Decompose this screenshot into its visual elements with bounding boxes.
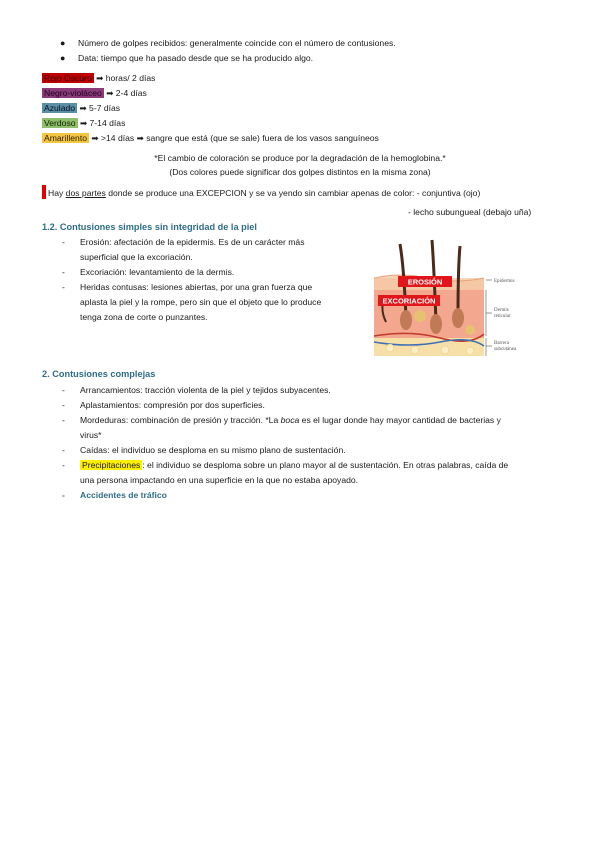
color-row-amarillento xyxy=(42,132,379,144)
fat-cell xyxy=(386,344,394,352)
dash-icon: - xyxy=(62,237,65,247)
fat-cell xyxy=(441,346,449,354)
section-title-complejas: 2. Contusiones complejas xyxy=(42,369,156,379)
arrow-icon: ➡ xyxy=(79,103,87,113)
dash-icon: - xyxy=(62,490,65,500)
color-label: Amarillento xyxy=(44,133,87,143)
list-item: Aplastamientos: compresión por dos superficies. xyxy=(80,400,265,410)
dash-icon: - xyxy=(62,385,65,395)
arrow-icon: ➡ xyxy=(136,133,144,143)
color-label: Negro-violáceo xyxy=(44,88,102,98)
color-label: Rojo Oscuro xyxy=(44,73,92,83)
follicle xyxy=(400,310,412,330)
color-row-rojo xyxy=(42,72,155,84)
color-duration: 2-4 días xyxy=(115,88,147,98)
bullet-text: Data: tiempo que ha pasado desde que se ha producido algo. xyxy=(78,53,314,63)
list-item: Heridas contusas: lesiones abiertas, por una gran fuerza que xyxy=(80,282,313,292)
note-hemoglobina: *El cambio de coloración se produce por la degradación de la hemoglobina.* xyxy=(154,153,446,163)
color-duration: 7-14 días xyxy=(89,118,126,128)
mordeduras-emphasis: boca xyxy=(280,415,300,425)
bullet-text: Número de golpes recibidos: generalmente coincide con el número de contusiones. xyxy=(78,38,396,48)
red-marker xyxy=(42,185,46,199)
side-label-barrera-2: subcutánea xyxy=(494,347,517,352)
excoriacion-label: EXCORIACIÓN xyxy=(382,296,436,306)
note-dos-colores: (Dos colores puede significar dos golpes distintos en la misma zona) xyxy=(169,167,431,177)
list-item: Caídas: el individuo se desploma en su mismo plano de sustentación. xyxy=(80,445,346,455)
list-item: una persona impactando en una superficie en la que no estaba apoyado. xyxy=(80,475,359,485)
follicle xyxy=(452,308,464,328)
mordeduras-text: Mordeduras: combinación de presión y tracción. *La xyxy=(80,415,281,425)
bullet-icon: ● xyxy=(60,53,66,63)
color-row-azulado xyxy=(42,102,120,114)
precipitaciones-highlight: Precipitaciones xyxy=(82,460,141,470)
dash-icon: - xyxy=(62,445,65,455)
list-item: virus* xyxy=(80,430,102,440)
follicle xyxy=(430,314,442,334)
exception-pre: Hay xyxy=(48,188,66,198)
color-duration: >14 días xyxy=(100,133,135,143)
color-label: Verdoso xyxy=(44,118,76,128)
arrow-icon: ➡ xyxy=(91,133,99,143)
side-label-dermis: Dermis xyxy=(494,308,509,313)
dash-icon: - xyxy=(62,400,65,410)
arrow-icon: ➡ xyxy=(106,88,114,98)
list-item: aplasta la piel y la rompe, pero sin que el objeto que lo produce xyxy=(80,297,322,307)
side-label-barrera: Barrera xyxy=(494,341,509,346)
exception-text xyxy=(48,187,480,199)
exception-post: donde se produce una EXCEPCION y se va yendo sin cambiar apenas de color: - conjuntiva (ojo) xyxy=(105,188,481,198)
exception-underlined: dos partes xyxy=(65,188,106,198)
skin-diagram xyxy=(370,238,550,363)
arrow-icon: ➡ xyxy=(96,73,104,83)
gland xyxy=(465,325,475,335)
color-duration: horas/ 2 días xyxy=(105,73,156,83)
fat-cell xyxy=(466,347,474,355)
arrow-icon: ➡ xyxy=(79,118,88,128)
color-label: Azulado xyxy=(44,103,76,113)
side-label-dermis-2: reticular xyxy=(494,314,511,319)
erosion-label: EROSIÓN xyxy=(407,277,443,287)
list-item xyxy=(80,414,501,426)
list-item: Excoriación: levantamiento de la dermis. xyxy=(80,267,235,277)
precipitaciones-text: : el individuo se desploma sobre un plano mayor al de sustentación. En otras palabras, caída de xyxy=(142,460,509,470)
list-item: superficial que la excoriación. xyxy=(80,252,193,262)
dash-icon: - xyxy=(62,282,65,292)
list-item xyxy=(80,459,508,471)
color-duration: 5-7 días xyxy=(89,103,121,113)
list-item: Erosión: afectación de la epidermis. Es de un carácter más xyxy=(80,237,305,247)
dash-icon: - xyxy=(62,415,65,425)
section-title-simples: 1.2. Contusiones simples sin integridad de la piel xyxy=(42,222,257,232)
dash-icon: - xyxy=(62,460,65,470)
dash-icon: - xyxy=(62,267,65,277)
color-row-verdoso xyxy=(42,117,125,129)
color-extra: sangre que está (que se sale) fuera de los vasos sanguíneos xyxy=(146,133,379,143)
color-row-negro xyxy=(42,87,147,99)
list-item: tenga zona de corte o punzantes. xyxy=(80,312,208,322)
side-label-epidermis: Epidermis xyxy=(494,279,515,284)
list-item: Arrancamientos: tracción violenta de la piel y tejidos subyacentes. xyxy=(80,385,331,395)
gland xyxy=(414,310,426,322)
accidentes-link[interactable]: Accidentes de tráfico xyxy=(80,490,167,500)
bullet-icon: ● xyxy=(60,38,66,48)
fat-cell xyxy=(411,346,419,354)
mordeduras-text-b: es el lugar donde hay mayor cantidad de bacterias y xyxy=(299,415,501,425)
exception-line2: - lecho subungueal (debajo uña) xyxy=(408,207,532,217)
